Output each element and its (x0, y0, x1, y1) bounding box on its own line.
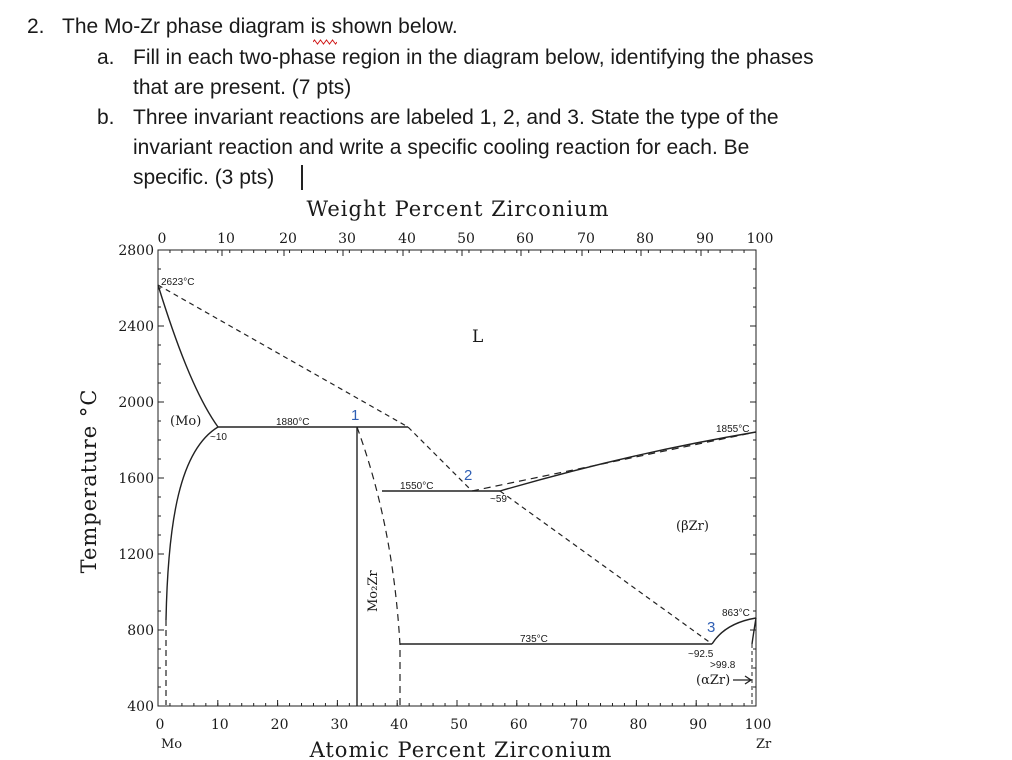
bottom-tick-label: 50 (450, 717, 468, 733)
alpha-zr-arrow (733, 676, 751, 684)
bottom-tick-label: 60 (509, 717, 528, 733)
top-tick-label: 30 (338, 231, 356, 247)
y-tick-label: 2000 (118, 395, 154, 411)
alpha-beta-boundary (712, 618, 756, 644)
top-tick-label: 40 (398, 231, 416, 247)
part-b-label: b. (97, 106, 115, 129)
bottom-tick-label: 70 (569, 717, 588, 733)
top-tick-label: 10 (217, 231, 235, 247)
mo-phase-label: (Mo) (170, 414, 202, 429)
invariant-label-3: 3 (707, 619, 716, 636)
top-tick-label: 20 (279, 231, 297, 247)
top-tick-label: 50 (457, 231, 475, 247)
top-tick-label: 80 (636, 231, 654, 247)
phase-boundaries (158, 285, 756, 706)
y-tick-label: 1200 (118, 547, 154, 563)
bottom-tick-label: 10 (210, 717, 229, 733)
invariant-label-1: 1 (351, 407, 360, 424)
peritectic-temp: 1880°C (276, 417, 310, 428)
zr-melting-temp: 1855°C (716, 424, 750, 435)
right-element-label: Zr (756, 737, 772, 752)
top-tick-label: 0 (157, 231, 167, 247)
y-axis-title: Temperature °C (77, 388, 101, 574)
composition-59: ~59 (490, 494, 507, 505)
mo-melting-temp: 2623°C (161, 277, 195, 288)
alpha-beta-transition-temp: 863°C (722, 608, 750, 619)
top-axis-title: Weight Percent Zirconium (306, 197, 610, 221)
alpha-zr-label: (αZr) (696, 673, 731, 688)
alpha-zr-boundary (752, 618, 756, 644)
beta-zr-solidus (500, 432, 756, 491)
beta-zr-label: (βZr) (676, 519, 709, 534)
top-tick-label: 60 (516, 231, 534, 247)
part-b-text-line1: Three invariant reactions are labeled 1, 2, and 3. State the type of the (133, 106, 779, 129)
y-tick-label: 2800 (118, 243, 154, 259)
bottom-tick-label: 30 (330, 717, 349, 733)
left-element-label: Mo (161, 737, 183, 752)
bottom-tick-label: 40 (390, 717, 409, 733)
mo2zr-label: Mo₂Zr (366, 570, 381, 612)
mo-solidus-line (158, 285, 218, 427)
plot-frame (158, 250, 756, 706)
bottom-tick-label: 100 (744, 717, 772, 733)
beta-zr-solvus (500, 491, 712, 644)
bottom-tick-label: 20 (270, 717, 289, 733)
top-tick-label: 100 (746, 231, 774, 247)
bottom-axis-title: Atomic Percent Zirconium (309, 738, 613, 760)
invariant-label-2: 2 (464, 467, 473, 484)
eutectic-temp: 1550°C (400, 481, 434, 492)
question-number: 2. (27, 15, 45, 38)
y-tick-label: 800 (127, 623, 154, 639)
question-title: The Mo-Zr phase diagram is shown below. (62, 15, 458, 38)
y-tick-label: 2400 (118, 319, 154, 335)
y-tick-label: 400 (127, 699, 154, 715)
mo-solvus-line (166, 427, 218, 620)
mo-liquidus-line (158, 285, 408, 427)
eutectoid-temp: 735°C (520, 634, 548, 645)
part-b-text-line2: invariant reaction and write a specific cooling reaction for each. Be (133, 136, 750, 159)
top-tick-label: 90 (696, 231, 714, 247)
y-tick-label: 1600 (118, 471, 154, 487)
part-a-text-line2: that are present. (7 pts) (133, 76, 352, 99)
mo2zr-right-boundary (357, 427, 400, 706)
composition-10: ~10 (210, 432, 227, 443)
part-a-text-line1: Fill in each two-phase region in the diagram below, identifying the phases (133, 46, 814, 69)
part-b-text-line3: specific. (3 pts) (133, 166, 275, 189)
bottom-tick-label: 90 (689, 717, 708, 733)
part-a-label: a. (97, 46, 115, 69)
bottom-tick-label: 80 (629, 717, 648, 733)
composition-92-5: ~92.5 (688, 649, 714, 660)
top-tick-label: 70 (577, 231, 595, 247)
bottom-tick-label: 0 (155, 717, 165, 733)
liquid-label: L (472, 327, 484, 347)
composition-99-8: >99.8 (710, 660, 736, 671)
